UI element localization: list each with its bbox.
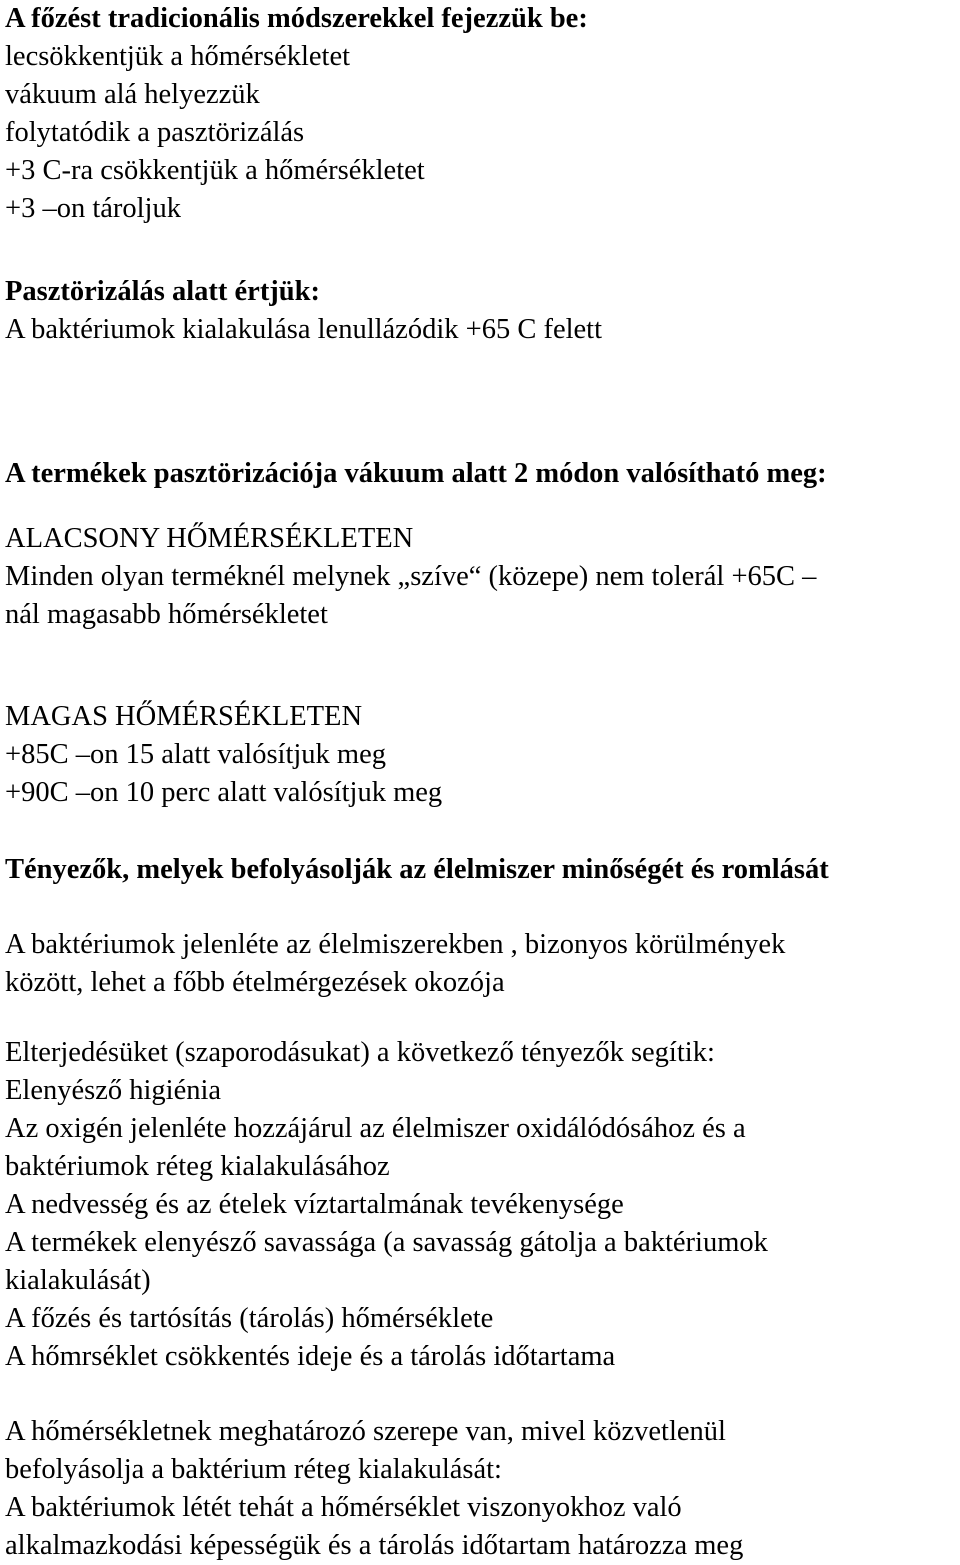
text-line: A baktériumok jelenléte az élelmiszerekben , bizonyos körülmények (5, 929, 786, 960)
section-low-temperature (5, 520, 955, 634)
section-bacteria-presence (5, 926, 955, 1002)
text-line: nál magasabb hőmérsékletet (5, 599, 328, 630)
section-heading: Tényezők, melyek befolyásolják az élelmiszer minőségét és romlását (5, 854, 829, 885)
section-title: ALACSONY HŐMÉRSÉKLETEN (5, 523, 414, 554)
text-line: kialakulását) (5, 1265, 151, 1296)
text-line: folytatódik a pasztörizálás (5, 117, 305, 148)
text-line: +3 –on tároljuk (5, 193, 181, 224)
section-heading: Pasztörizálás alatt értjük: (5, 276, 320, 307)
section-pasteurization-definition (5, 273, 955, 349)
text-line: A főzés és tartósítás (tárolás) hőmérséklete (5, 1303, 494, 1334)
section-heading: A főzést tradicionális módszerekkel fejezzük be: (5, 3, 588, 34)
section-quality-factors (5, 851, 955, 889)
text-line: A baktériumok létét tehát a hőmérséklet viszonyokhoz való (5, 1492, 682, 1523)
text-line: Elterjedésüket (szaporodásukat) a következő tényezők segítik: (5, 1037, 715, 1068)
text-line: lecsökkentjük a hőmérsékletet (5, 41, 351, 72)
text-line: A hőmérsékletnek meghatározó szerepe van, mivel közvetlenül (5, 1416, 726, 1447)
text-line: között, lehet a főbb ételmérgezések okozója (5, 967, 505, 998)
text-line: vákuum alá helyezzük (5, 79, 260, 110)
text-line: +85C –on 15 alatt valósítjuk meg (5, 739, 386, 770)
section-heading: A termékek pasztörizációja vákuum alatt 2 módon valósítható meg: (5, 458, 827, 489)
text-line: A nedvesség és az ételek víztartalmának tevékenysége (5, 1189, 624, 1220)
section-title: MAGAS HŐMÉRSÉKLETEN (5, 701, 363, 732)
text-line: Minden olyan terméknél melynek „szíve“ (közepe) nem tolerál +65C – (5, 561, 817, 592)
text-line: +3 C-ra csökkentjük a hőmérsékletet (5, 155, 425, 186)
section-cooking-finish (5, 0, 955, 228)
text-line: befolyásolja a baktérium réteg kialakulását: (5, 1454, 502, 1485)
text-line: A termékek elenyésző savassága (a savasság gátolja a baktériumok (5, 1227, 768, 1258)
text-line: A baktériumok kialakulása lenullázódik +65 C felett (5, 314, 602, 345)
text-line: A hőmrséklet csökkentés ideje és a tárolás időtartama (5, 1341, 616, 1372)
section-pasteurization-methods (5, 455, 955, 493)
text-line: +90C –on 10 perc alatt valósítjuk meg (5, 777, 443, 808)
section-spread-factors (5, 1034, 955, 1376)
section-temperature-role (5, 1413, 955, 1565)
text-line: baktériumok réteg kialakulásához (5, 1151, 390, 1182)
text-line: Az oxigén jelenléte hozzájárul az élelmiszer oxidálódósához és a (5, 1113, 746, 1144)
text-line: alkalmazkodási képességük és a tárolás időtartam határozza meg (5, 1530, 744, 1561)
text-line: Elenyésző higiénia (5, 1075, 222, 1106)
section-high-temperature (5, 698, 955, 812)
